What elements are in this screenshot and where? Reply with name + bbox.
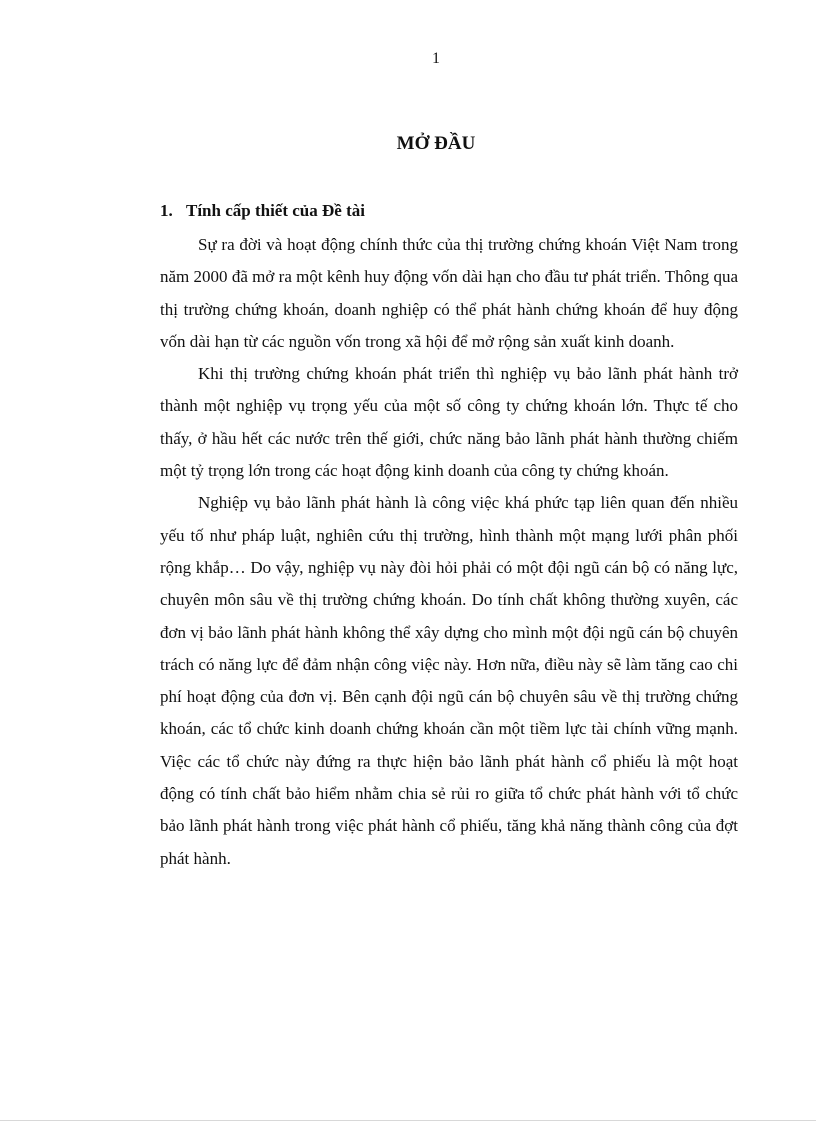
chapter-title: MỞ ĐẦU: [396, 133, 476, 154]
paragraph-3: Nghiệp vụ bảo lãnh phát hành là công việc khá phức tạp liên quan đến nhiều yếu tố như pháp luật, nghiên cứu thị trường, hình thành một mạng lưới phân phối rộng khắp… Do vậy, nghiệp vụ này đòi hỏi phải có một đội ngũ cán bộ có năng lực, chuyên môn sâu về thị trường chứng khoán. Do tính chất không thường xuyên, các đơn vị bảo lãnh phát hành không thể xây dựng cho mình một đội ngũ cán bộ chuyên trách có năng lực để đảm nhận công việc này. Hơn nữa, điều này sẽ làm tăng cao chi phí hoạt động của đơn vị. Bên cạnh đội ngũ cán bộ chuyên sâu về thị trường chứng khoán, các tổ chức kinh doanh chứng khoán cần một tiềm lực tài chính vững mạnh. Việc các tổ chức này đứng ra thực hiện bảo lãnh phát hành cổ phiếu là một hoạt động có tính chất bảo hiểm nhằm chia sẻ rủi ro giữa tổ chức phát hành với tổ chức bảo lãnh phát hành trong việc phát hành cổ phiếu, tăng khả năng thành công của đợt phát hành.: [160, 493, 738, 868]
section-number: 1.: [160, 201, 173, 220]
page-bottom-edge: [0, 1120, 816, 1121]
paragraph-2: Khi thị trường chứng khoán phát triển thì nghiệp vụ bảo lãnh phát hành trở thành một nghiệp vụ trọng yếu của một số công ty chứng khoán lớn. Thực tế cho thấy, ở hầu hết các nước trên thế giới, chức năng bảo lãnh phát hành thường chiếm một tỷ trọng lớn trong các hoạt động kinh doanh của công ty chứng khoán.: [160, 364, 738, 481]
section-heading: [160, 201, 365, 221]
body-text: [160, 229, 738, 875]
page-number: 1: [432, 50, 440, 67]
section-title: Tính cấp thiết của Đề tài: [186, 201, 365, 220]
paragraph-1: Sự ra đời và hoạt động chính thức của thị trường chứng khoán Việt Nam trong năm 2000 đã mở ra một kênh huy động vốn dài hạn cho đầu tư phát triển. Thông qua thị trường chứng khoán, doanh nghiệp có thể phát hành chứng khoán để huy động vốn dài hạn từ các nguồn vốn trong xã hội để mở rộng sản xuất kinh doanh.: [160, 235, 738, 351]
